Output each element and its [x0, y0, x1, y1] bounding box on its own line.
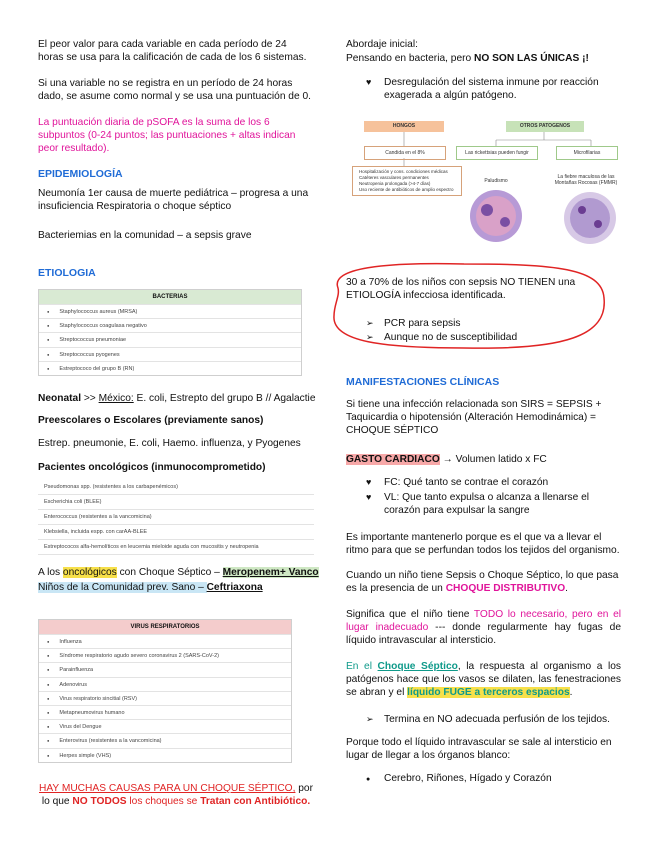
treatment-mid: con Choque Séptico – — [116, 567, 223, 578]
en-el-body: , la respuesta al organismo a los patógenos hace que los vasos se dilaten, las fenestraciones se abran y el — [346, 661, 621, 698]
microfilarias-box: Microfilarias — [556, 146, 618, 160]
significa-text — [346, 608, 621, 647]
cuando-text — [346, 569, 621, 595]
significa-suffix: --- donde regularmente hay fugas de líquido intravascular al intersticio. — [346, 622, 621, 646]
intro-paragraph-1: El peor valor para cada variable en cada período de 24 horas se usa para la calificación de cada de los 6 sistemas. — [38, 39, 307, 63]
neonatal-line — [38, 392, 328, 405]
candida-box: Candida en el 8% — [364, 146, 446, 160]
paludismo-label: Paludismo — [484, 178, 508, 184]
arrow-bullet-icon: ➢ — [366, 714, 374, 724]
neonatal-arrows: >> — [81, 393, 99, 404]
vl-text: VL: Que tanto expulsa o alcanza a llenarse el corazón para expulsar la sangre — [384, 492, 590, 516]
manifestations-text: Si tiene una infección relacionada son SIRS = SEPSIS + Taquicardia o hipotensión (Alteración Hemodinámica) = CHOQUE SÉPTICO — [346, 399, 602, 436]
bullet-immune-text: Desregulación del sistema inmune por reacción exagerada a algún patógeno. — [384, 77, 599, 101]
heart-bullet-icon: ♥ — [366, 477, 372, 487]
table-row: ● Virus del Dengue — [39, 719, 291, 733]
treatment-community: Niños de la Comunidad prev. Sano – — [38, 582, 207, 593]
bullet-immune — [366, 76, 614, 102]
fc-bullet — [366, 476, 614, 489]
vl-bullet — [366, 491, 614, 517]
porque-text: Porque todo el líquido intravascular se sale al intersticio en lugar de llegar a los órganos blanco: — [346, 737, 612, 761]
closing-antibiotico: Tratan con Antibiótico. — [200, 796, 311, 807]
choque-septico-term: Choque Séptico — [377, 661, 458, 672]
table-row: ● Enterovirus (resistentes a la vancomicina) — [39, 733, 291, 747]
treatment-line-1 — [38, 566, 328, 579]
choque-distributivo: CHOQUE DISTRIBUTIVO — [445, 583, 566, 594]
table-row: ● Streptococcus pneumoniae — [39, 332, 301, 346]
intro-paragraph-2: Si una variable no se registra en un período de 24 horas dado, se asume como normal y se usa una puntuación de 0. — [38, 78, 311, 102]
pensando-prefix: Pensando en bacteria, pero — [346, 53, 475, 64]
closing-los-choques: los choques se — [126, 796, 201, 807]
table-row: ● Parainfluenza — [39, 662, 291, 676]
neonatal-label: Neonatal — [38, 393, 82, 404]
etiology-heading: ETIOLOGIA — [38, 267, 96, 279]
table-row: ● Estreptococo del grupo B (RN) — [39, 361, 301, 375]
list-item: Escherichia coli (BLEE) — [38, 495, 314, 510]
treatment-ceftriaxona: Ceftriaxona — [206, 582, 263, 593]
cuando-prefix: Cuando un niño tiene Sepsis o Choque Séptico, lo que pasa es la presencia de un — [346, 570, 619, 594]
epidemiology-text-2: Bacteriemias en la comunidad – a sepsis grave — [38, 230, 252, 241]
list-item: Estreptococos alfa-hemolíticos en leucemia mieloide aguda con mucositis y neutropenia — [38, 540, 314, 555]
treatment-meropenem: Meropenem+ Vanco — [222, 567, 319, 578]
fiebre-label: La fiebre maculosa de las Montañas Rocosas (FMMR) — [554, 174, 618, 186]
arrow-bullet-icon: ➢ — [366, 332, 374, 342]
oncology-heading: Pacientes oncológicos (inmunocomprometido) — [38, 462, 266, 473]
cuando-suffix: . — [565, 583, 568, 594]
significa-prefix: Significa que el niño tiene — [346, 609, 474, 620]
table-row: ● Influenza — [39, 634, 291, 648]
list-item: Hospitalización y cons. condiciones médicas — [359, 169, 448, 174]
organos-bullet — [366, 772, 614, 785]
treatment-line-2 — [38, 581, 328, 594]
callout-bullet-pcr — [366, 317, 461, 330]
table-row: ● Streptococcus pyogenes — [39, 347, 301, 361]
epidemiology-heading: EPIDEMIOLOGÍA — [38, 168, 123, 180]
pensando-line — [346, 52, 636, 65]
callout-bullet-pcr-text: PCR para sepsis — [384, 318, 461, 329]
en-el-suffix: . — [569, 687, 573, 698]
list-item: Uso reciente de antibióticos de amplio espectro — [359, 187, 454, 192]
oncology-list — [38, 480, 314, 555]
en-el-choque-text — [346, 660, 621, 699]
list-item: Pseudomonas spp. (resistentes a los carbapenémicos) — [38, 480, 314, 495]
termina-bullet — [366, 713, 624, 726]
manifestations-heading: MANIFESTACIONES CLÍNICAS — [346, 376, 500, 388]
list-item: Klebsiella, incluida espp. con carAA-BLEE — [38, 525, 314, 540]
table-row: ● Virus respiratorio sincitial (RSV) — [39, 691, 291, 705]
list-item: Enterococcus (resistentes a la vancomicina) — [38, 510, 314, 525]
en-el-prefix: En el — [346, 661, 378, 672]
table-row: ● Adenovirus — [39, 677, 291, 691]
gasto-line — [346, 453, 621, 466]
closing-por-lo-que: por lo que — [41, 783, 313, 807]
gasto-label: GASTO CARDIACO — [346, 454, 440, 465]
abordaje-title: Abordaje inicial: — [346, 39, 418, 50]
gasto-formula: → Volumen latido x FC — [439, 454, 547, 465]
closing-no-todos: NO TODOS — [72, 796, 127, 807]
hongos-box: HONGOS — [364, 121, 444, 132]
dot-bullet-icon: ● — [366, 776, 371, 783]
callout-bullet-suscept — [366, 331, 518, 344]
table-row: ● Staphylococcus aureus (MRSA) — [39, 304, 301, 318]
liquido-fuge: líquido FUGE a terceros espacios — [407, 687, 570, 698]
organos-text: Cerebro, Riñones, Hígado y Corazón — [384, 773, 552, 784]
closing-note — [38, 782, 314, 808]
heart-bullet-icon: ♥ — [366, 77, 372, 87]
hongos-risk-list — [352, 166, 462, 196]
closing-many-causes: HAY MUCHAS CAUSAS PARA UN CHOQUE SÉPTICO, — [39, 783, 296, 794]
preschool-text: Estrep. pneumonie, E. coli, Haemo. influenza, y Pyogenes — [38, 438, 301, 449]
epidemiology-text-1: Neumonía 1er causa de muerte pediátrica – progresa a una insuficiencia Respiratoria o choque séptico — [38, 188, 309, 212]
neonatal-mexico: México: — [98, 393, 134, 404]
preschool-heading: Preescolares o Escolares (previamente sanos) — [38, 415, 264, 426]
rickettsias-box: Las rickettsias pueden fungir — [456, 146, 538, 160]
table-row: ● Herpes simple (VHS) — [39, 748, 291, 762]
importante-text: Es importante mantenerlo porque es el que va a llevar el ritmo para que se perfundan todos los tejidos del organismo. — [346, 532, 620, 556]
callout-text: 30 a 70% de los niños con sepsis NO TIENEN una ETIOLOGÍA infecciosa identificada. — [346, 277, 576, 301]
virus-table-header: VIRUS RESPIRATORIOS — [39, 620, 291, 634]
pensando-bold: NO SON LAS ÚNICAS ¡! — [474, 53, 589, 64]
bacteria-table-header: BACTERIAS — [39, 290, 301, 304]
pathogens-diagram — [346, 118, 621, 260]
treatment-oncologicos: oncológicos — [62, 567, 117, 578]
bacteria-table — [38, 289, 302, 376]
list-item: Catéteres vasculares permanentes — [359, 175, 429, 180]
virus-table — [38, 619, 292, 763]
treatment-prefix: A los — [38, 567, 63, 578]
arrow-bullet-icon: ➢ — [366, 318, 374, 328]
callout-bullet-suscept-text: Aunque no de susceptibilidad — [384, 332, 518, 343]
intro-paragraph-3: La puntuación diaria de pSOFA es la suma de los 6 subpuntos (0-24 puntos; las puntuaciones + altas indican peor resultado). — [38, 117, 296, 154]
otros-box: OTROS PATOGENOS — [506, 121, 584, 132]
fc-text: FC: Qué tanto se contrae el corazón — [384, 477, 549, 488]
significa-highlight: TODO lo necesario, pero en el lugar inadecuado — [346, 609, 621, 633]
heart-bullet-icon: ♥ — [366, 492, 372, 502]
neonatal-rest: E. coli, Estrepto del grupo B // Agalactie — [133, 393, 316, 404]
table-row: ● Staphylococcus coagulasa negativo — [39, 318, 301, 332]
termina-text: Termina en NO adecuada perfusión de los tejidos. — [384, 714, 610, 725]
table-row: ● Metapneumovirus humano — [39, 705, 291, 719]
list-item: Neutropenia prolongada (>4-7 días) — [359, 181, 431, 186]
table-row: ● Síndrome respiratorio agudo severo coronavirus 2 (SARS-CoV-2) — [39, 648, 291, 662]
